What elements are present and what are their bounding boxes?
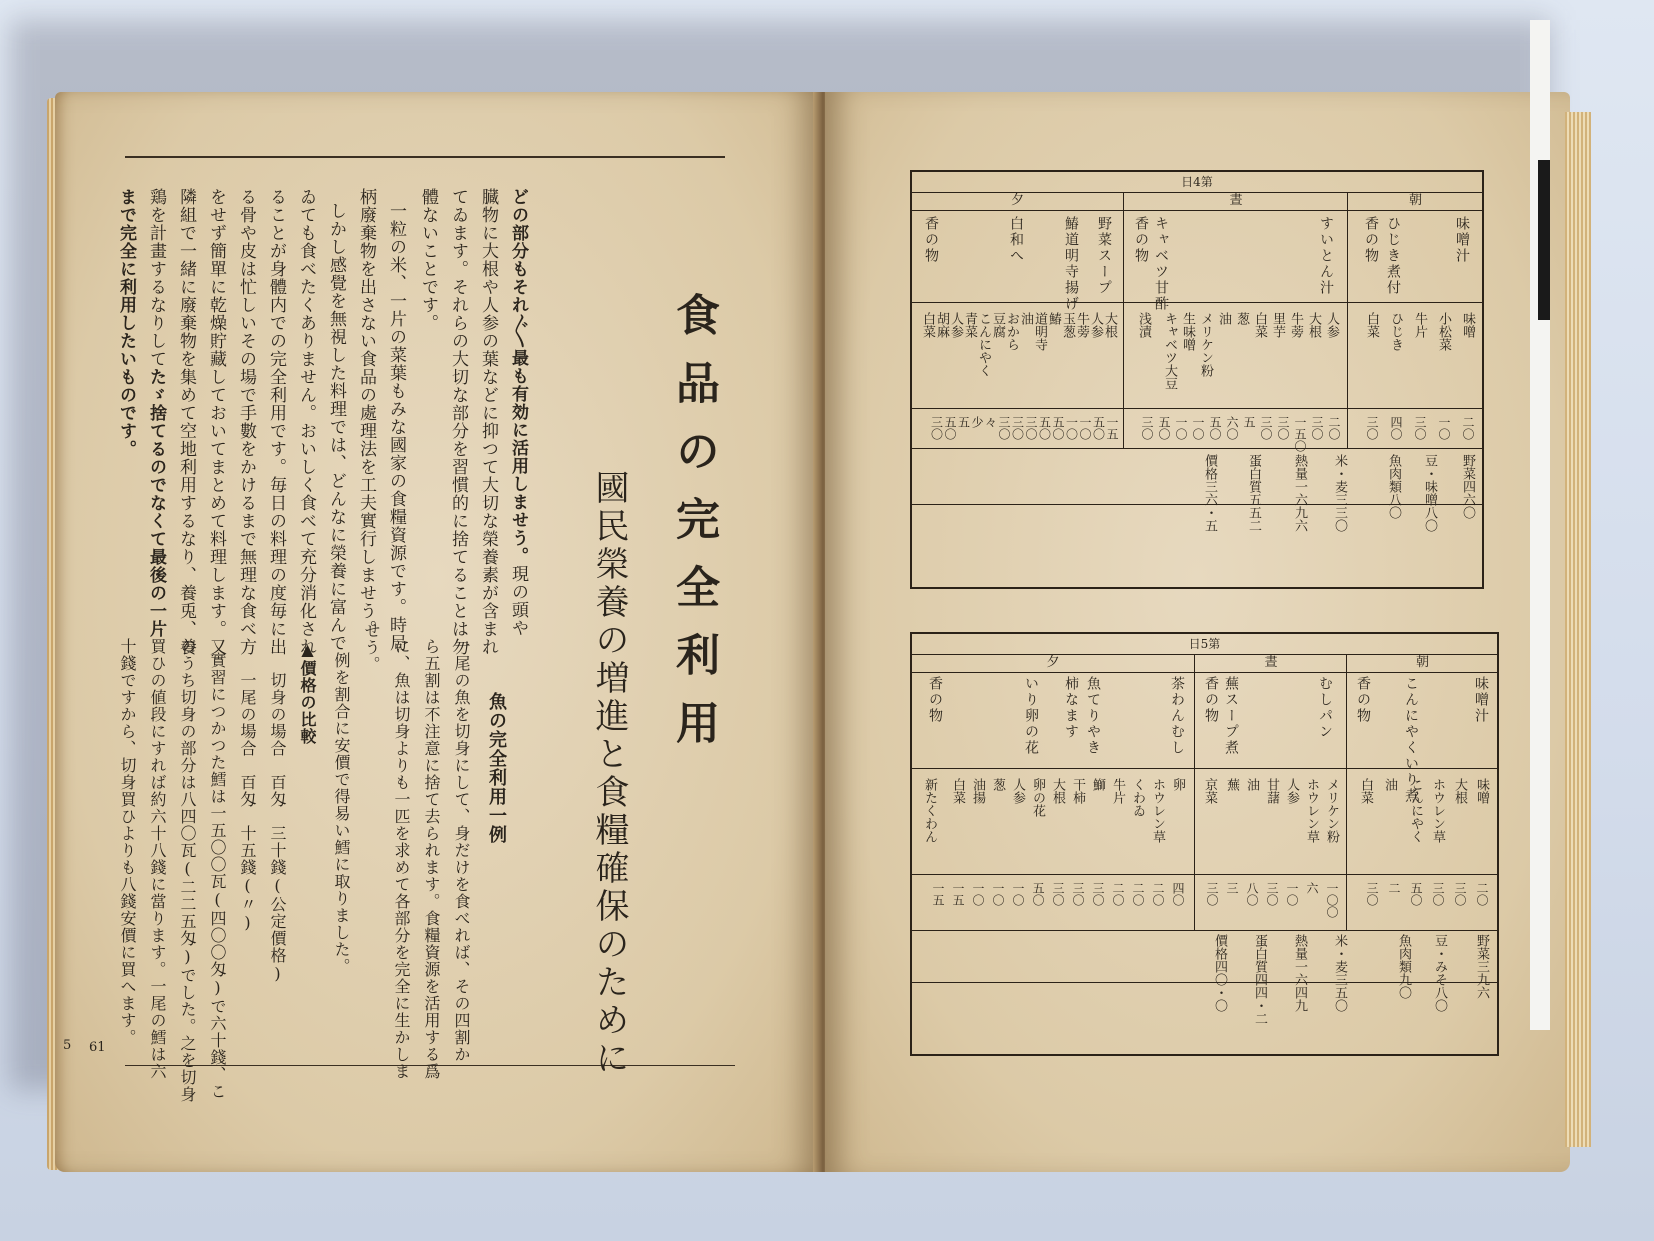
day5-row-3 <box>912 930 1497 931</box>
page-number: 61 <box>89 1040 106 1055</box>
day4-e-ing-12: 人参 <box>948 312 963 338</box>
day4-e-ing-4: 玉葱 <box>1060 312 1075 338</box>
day5-noon-dish-3: 香の物 <box>1203 676 1219 724</box>
day5-evening-amount: 一五 <box>951 882 965 906</box>
day5-morning-dish-3: 香の物 <box>1355 676 1371 724</box>
body-line-6: 柄廢棄物を出さない食品の處理法を工夫實行しませう。 <box>356 188 376 638</box>
day4-sum-fish: 魚肉類八〇 <box>1386 454 1401 519</box>
day5-e-ing-8: 卵の花 <box>1030 778 1045 817</box>
day5-e-ing-10: 葱 <box>990 778 1005 791</box>
day5-evening-label: 夕 <box>1046 655 1060 670</box>
fish-line-2: ら五割は不注意に捨て去られます。食糧資源を活用する爲 <box>422 638 441 1080</box>
day5-morning-label: 朝 <box>1346 654 1498 672</box>
day5-row-2 <box>912 874 1497 875</box>
open-book <box>55 92 1600 1177</box>
day4-e-ing-8: おから <box>1004 312 1019 351</box>
page-subtitle: 國民榮養の増進と食糧確保のために <box>589 470 629 1078</box>
day5-m-ing-2: 大根 <box>1452 778 1467 804</box>
day4-noon-amount: 五〇 <box>1157 416 1171 440</box>
day5-title: 日5第 <box>912 634 1497 655</box>
day4-row-1 <box>912 302 1482 303</box>
day5-m-ing-3: ホウレン草 <box>1430 778 1445 843</box>
day4-noon-dish-3: 香の物 <box>1133 216 1149 264</box>
day5-noon-amount: 八〇 <box>1245 882 1259 906</box>
day4-evening-amount: 五 <box>956 416 971 428</box>
day4-title: 日4第 <box>912 172 1482 193</box>
day5-morning-dish-2: こんにやくいり煮 <box>1403 676 1419 804</box>
day4-divider-2 <box>1347 192 1348 448</box>
body-line-9: ることが身體内での完全利用です。毎日の料理の度毎に出 <box>266 188 286 656</box>
body-line-7: しかし感覺を無視した料理では、どんなに榮養に富んで <box>326 202 346 652</box>
day4-noon-amount: 二〇 <box>1327 416 1341 440</box>
day4-evening-amount: 五〇 <box>1037 416 1052 440</box>
day5-evening-dish-3: 柿なます <box>1063 676 1079 740</box>
day4-evening-amount: 五〇 <box>1051 416 1065 440</box>
day4-n-ing-3: 牛蒡 <box>1288 312 1303 338</box>
body-line-14: まで完全に利用したいものです。 <box>116 188 136 458</box>
fish-heading: 魚の完全利用一例 <box>486 692 507 844</box>
day4-morning-amount: 三〇 <box>1365 416 1379 440</box>
day5-evening-dish-4: いり卵の花 <box>1023 676 1039 756</box>
day5-evening-amount: 一〇 <box>1011 882 1025 906</box>
day4-sum-protein: 蛋白質五五二 <box>1246 454 1261 532</box>
day5-evening-amount: 三〇 <box>1091 882 1105 906</box>
day4-evening-dish-1: 野菜スープ <box>1096 216 1112 296</box>
menu-table-day4 <box>910 170 1484 589</box>
day5-morning-amount: 五〇 <box>1409 882 1423 906</box>
day5-noon-amount: 三〇 <box>1205 882 1219 906</box>
day4-morning-amount: 二〇 <box>1461 416 1475 440</box>
day5-evening-dish-5: 香の物 <box>927 676 943 724</box>
day4-evening-amount: 少 <box>970 416 984 428</box>
day4-evening-amount: 一〇 <box>1064 416 1079 440</box>
fish-line-3: に、魚は切身よりも一匹を求めて各部分を完全に生かしま <box>392 638 411 1080</box>
day5-sum-calorie: 熱量一六四九 <box>1292 934 1307 1012</box>
day5-noon-dish-2: 蕪スープ煮 <box>1223 676 1239 756</box>
day4-sum-vegetables: 野菜四六〇 <box>1460 454 1475 519</box>
day4-morning-amount: 一〇 <box>1437 416 1451 440</box>
intro-line-1: どの部分もそれ〲最も有効に活用しませう。現の頭や <box>508 188 528 637</box>
day5-evening-dish-2: 魚てりやき <box>1085 676 1101 756</box>
day4-e-ing-1: 大根 <box>1102 312 1117 338</box>
day4-sum-price: 價格三六・五 <box>1202 454 1217 532</box>
day4-e-ing-11: 青菜 <box>962 312 977 338</box>
body-line-11: をせず簡單に乾燥貯藏しておいてまとめて料理します。又 <box>206 188 226 656</box>
day4-sum-calorie: 熱量一六九六 <box>1292 454 1307 532</box>
day5-evening-amount: 一五 <box>931 882 945 906</box>
body-line-10: る骨や皮は忙しいその場で手數をかけるまで無理な食べ方 <box>236 188 256 656</box>
body-line-8: ゐても食べたくありません。おいしく食べて充分消化され <box>296 188 316 656</box>
day5-morning-amount: 三〇 <box>1365 882 1379 906</box>
day5-noon-amount: 三 <box>1225 882 1239 894</box>
day5-morning-amount: 三〇 <box>1453 882 1467 906</box>
day5-noon-amount: 六 <box>1305 882 1319 894</box>
day4-morning-dish-2: ひじき煮付 <box>1385 216 1401 296</box>
day4-m-ing-3: 牛片 <box>1412 312 1427 338</box>
price-line-5: 買ひの値段にすれば約六十八錢に當ります。一尾の鱈は六 <box>148 638 167 1080</box>
day4-m-ing-4: ひじき <box>1388 312 1403 351</box>
day5-e-ing-9: 人参 <box>1010 778 1025 804</box>
day5-e-ing-13: 新たくわん <box>922 778 937 843</box>
day5-n-ing-1: メリケン粉 <box>1324 778 1339 843</box>
top-rule <box>125 156 725 158</box>
day4-n-ing-9: 生味噌 <box>1180 312 1195 351</box>
day5-sum-rice: 米・麦三五〇 <box>1332 934 1347 1012</box>
day5-noon-amount: 三〇 <box>1265 882 1279 906</box>
day4-morning-label: 朝 <box>1347 192 1483 210</box>
body-line-12: 隣組で一緒に廢棄物を集めて空地利用するなり、養兎、養 <box>176 188 196 656</box>
day5-noon-amount: 一〇〇 <box>1325 882 1339 918</box>
day5-evening-amount: 二〇 <box>1111 882 1125 906</box>
day4-noon-amount: 五 <box>1242 416 1256 428</box>
day5-morning-amount: 三〇 <box>1431 882 1445 906</box>
day4-evening-amount: 三〇 <box>997 416 1011 440</box>
day4-divider-1 <box>1123 192 1124 448</box>
day4-evening-dish-3: 白和へ <box>1008 216 1024 264</box>
day4-noon-label: 晝 <box>1123 192 1348 210</box>
day4-e-ing-5: 鰆 <box>1046 312 1061 325</box>
day4-e-ing-13: 胡麻 <box>934 312 949 338</box>
day5-noon-label: 晝 <box>1194 654 1347 672</box>
fish-line-1: 一尾の魚を切身にして、身だけを食べれば、その四割か <box>452 638 471 1063</box>
day4-evening-amount: 五〇 <box>1091 416 1106 440</box>
price-heading: ▲價格の比較 <box>298 640 317 745</box>
day4-noon-amount: 三〇 <box>1310 416 1324 440</box>
price-line-1: 切身の場合 百匁 三十錢(公定價格) <box>268 672 287 984</box>
day5-e-ing-7: 大根 <box>1050 778 1065 804</box>
day4-row-2 <box>912 408 1482 409</box>
day5-morning-amount: 二 <box>1387 882 1401 894</box>
price-line-6: 十錢ですから、切身買ひよりも八錢安價に買へます。 <box>118 638 137 1046</box>
day4-e-ing-6: 道明寺 <box>1032 312 1047 351</box>
day5-m-ing-5: 油 <box>1382 778 1397 791</box>
day4-e-ing-14: 白菜 <box>920 312 935 338</box>
day4-row-3 <box>912 448 1482 449</box>
day4-noon-amount: 一〇 <box>1191 416 1205 440</box>
day5-morning-dish-1: 味噌汁 <box>1473 676 1489 724</box>
day4-n-ing-7: 油 <box>1216 312 1231 325</box>
day4-m-ing-2: 小松菜 <box>1436 312 1451 351</box>
day4-n-ing-4: 里芋 <box>1270 312 1285 338</box>
day4-morning-amount: 四〇 <box>1389 416 1403 440</box>
day5-evening-dish-1: 茶わんむし <box>1169 676 1185 756</box>
day4-n-ing-11: 浅漬 <box>1136 312 1151 338</box>
price-line-4: のうち切身の部分は八四〇瓦(二二五匁)でした。之を切身 <box>178 638 197 1103</box>
day5-n-ing-6: 蕪 <box>1224 778 1239 791</box>
day5-m-ing-4: こんにやく <box>1408 778 1423 843</box>
day5-e-ing-6: 干柿 <box>1070 778 1085 804</box>
day5-evening-amount: 二〇 <box>1131 882 1145 906</box>
day4-noon-amount: 三〇 <box>1259 416 1273 440</box>
page-edges-right <box>1565 112 1591 1147</box>
day5-m-ing-6: 白菜 <box>1358 778 1373 804</box>
day4-e-ing-10: こんにやく <box>976 312 991 377</box>
day5-e-ing-2: ホウレン草 <box>1150 778 1165 843</box>
fish-line-5: 例を割合に安價で得易い鱈に取りました。 <box>332 652 351 975</box>
price-line-2: 一尾の場合 百匁 十五錢(〃) <box>238 672 257 933</box>
day4-noon-dish-2: キャベツ甘酢 <box>1153 216 1169 312</box>
day4-noon-amount: 三〇 <box>1140 416 1154 440</box>
day5-evening-amount: 三〇 <box>1051 882 1065 906</box>
day4-e-ing-3: 牛蒡 <box>1074 312 1089 338</box>
day4-evening-dish-4: 香の物 <box>923 216 939 264</box>
day4-n-ing-10: キャベツ大豆 <box>1162 312 1177 390</box>
day5-morning-amount: 二〇 <box>1475 882 1489 906</box>
day4-evening-amount: 三〇 <box>1024 416 1038 440</box>
day5-n-ing-2: ホウレン草 <box>1304 778 1319 843</box>
day5-e-ing-5: 鰤 <box>1090 778 1105 791</box>
day5-n-ing-7: 京菜 <box>1202 778 1217 804</box>
day4-evening-dish-2: 鰆道明寺揚げ <box>1063 216 1079 312</box>
day5-evening-amount: 五〇 <box>1031 882 1045 906</box>
price-line-3: 實習につかつた鱈は一五〇〇瓦(四〇〇匁)で六十錢、こ <box>208 652 227 1100</box>
day5-evening-amount: 三〇 <box>1071 882 1085 906</box>
day5-sum-vegetables: 野菜三九六 <box>1474 934 1489 999</box>
day4-sum-bean: 豆・味噌八〇 <box>1422 454 1437 532</box>
day5-noon-amount: 一〇 <box>1285 882 1299 906</box>
day4-morning-dish-1: 味噌汁 <box>1454 216 1470 264</box>
left-page <box>55 92 820 1172</box>
dark-background-object <box>1538 160 1550 320</box>
day4-n-ing-8: メリケン粉 <box>1198 312 1213 377</box>
day5-evening-amount: 一〇 <box>971 882 985 906</box>
intro-line-3: てゐます。それらの大切な部分を習慣的に捨てることは勿 <box>448 188 468 656</box>
page-mark: 5 <box>63 1038 72 1053</box>
day5-n-ing-5: 油 <box>1244 778 1259 791</box>
day4-e-ing-7: 油 <box>1018 312 1033 325</box>
day4-noon-amount: 三〇 <box>1276 416 1290 440</box>
day4-n-ing-1: 人参 <box>1324 312 1339 338</box>
day5-evening-amount: 二〇 <box>1151 882 1165 906</box>
day4-n-ing-2: 大根 <box>1306 312 1321 338</box>
right-page <box>825 92 1570 1172</box>
day5-meal-header <box>912 654 1497 673</box>
day4-evening-amount: 々 <box>983 416 998 428</box>
fish-line-4: せう。 <box>362 622 381 673</box>
day4-noon-amount: 一五〇 <box>1293 416 1307 452</box>
page-title: 食品の完全利用 <box>668 292 719 768</box>
day4-evening-amount: 一〇 <box>1078 416 1092 440</box>
day4-evening-label: 夕 <box>1010 193 1024 208</box>
day5-sum-bean: 豆・みそ八〇 <box>1432 934 1447 1012</box>
day4-e-ing-2: 人参 <box>1088 312 1103 338</box>
day5-divider-2 <box>1346 654 1347 930</box>
day5-evening-amount: 四〇 <box>1171 882 1185 906</box>
body-line-5: 一粒の米、一片の菜葉もみな國家の食糧資源です。時局 <box>386 202 406 652</box>
body-line-13: 鶏を計畫するなりしてたゞ捨てるのでなくて最後の一片 <box>146 188 166 638</box>
day4-meal-header <box>912 192 1482 211</box>
day5-noon-dish-1: むしパン <box>1317 676 1333 740</box>
day4-m-ing-1: 味噌 <box>1460 312 1475 338</box>
day5-n-ing-3: 人参 <box>1284 778 1299 804</box>
day5-sum-price: 價格四〇・〇 <box>1212 934 1227 1012</box>
day5-e-ing-11: 油揚 <box>970 778 985 804</box>
day4-evening-amount: 三〇 <box>1010 416 1025 440</box>
intro-line-4: 體ないことです。 <box>418 188 438 332</box>
day4-evening-amount: 一五 <box>1105 416 1119 440</box>
day5-m-ing-1: 味噌 <box>1474 778 1489 804</box>
day5-sum-fish: 魚肉類九〇 <box>1396 934 1411 999</box>
day5-e-ing-1: 卵 <box>1170 778 1185 791</box>
day5-e-ing-3: くわゐ <box>1130 778 1145 817</box>
day5-e-ing-4: 牛片 <box>1110 778 1125 804</box>
day5-sum-protein: 蛋白質四四・二 <box>1252 934 1267 1025</box>
day4-evening-amount: 三〇 <box>929 416 944 440</box>
day4-sum-rice: 米・麦三三〇 <box>1332 454 1347 532</box>
day4-m-ing-5: 白菜 <box>1364 312 1379 338</box>
day4-noon-amount: 一〇 <box>1174 416 1188 440</box>
intro-line-2: 臓物に大根や人参の葉などに抑つて大切な榮養素が含まれ <box>478 188 498 656</box>
day4-evening-amount: 五〇 <box>943 416 957 440</box>
day4-morning-amount: 三〇 <box>1413 416 1427 440</box>
menu-table-day5 <box>910 632 1499 1056</box>
day5-divider-1 <box>1194 654 1195 930</box>
day4-noon-amount: 五〇 <box>1208 416 1222 440</box>
day4-n-ing-5: 白菜 <box>1252 312 1267 338</box>
day4-noon-amount: 六〇 <box>1225 416 1239 440</box>
day4-e-ing-9: 豆腐 <box>990 312 1005 338</box>
day5-evening-amount: 一〇 <box>991 882 1005 906</box>
day4-n-ing-6: 葱 <box>1234 312 1249 325</box>
day5-n-ing-4: 甘藷 <box>1264 778 1279 804</box>
day4-morning-dish-3: 香の物 <box>1363 216 1379 264</box>
day4-noon-dish-1: すいとん汁 <box>1318 216 1334 296</box>
day5-e-ing-12: 白菜 <box>950 778 965 804</box>
